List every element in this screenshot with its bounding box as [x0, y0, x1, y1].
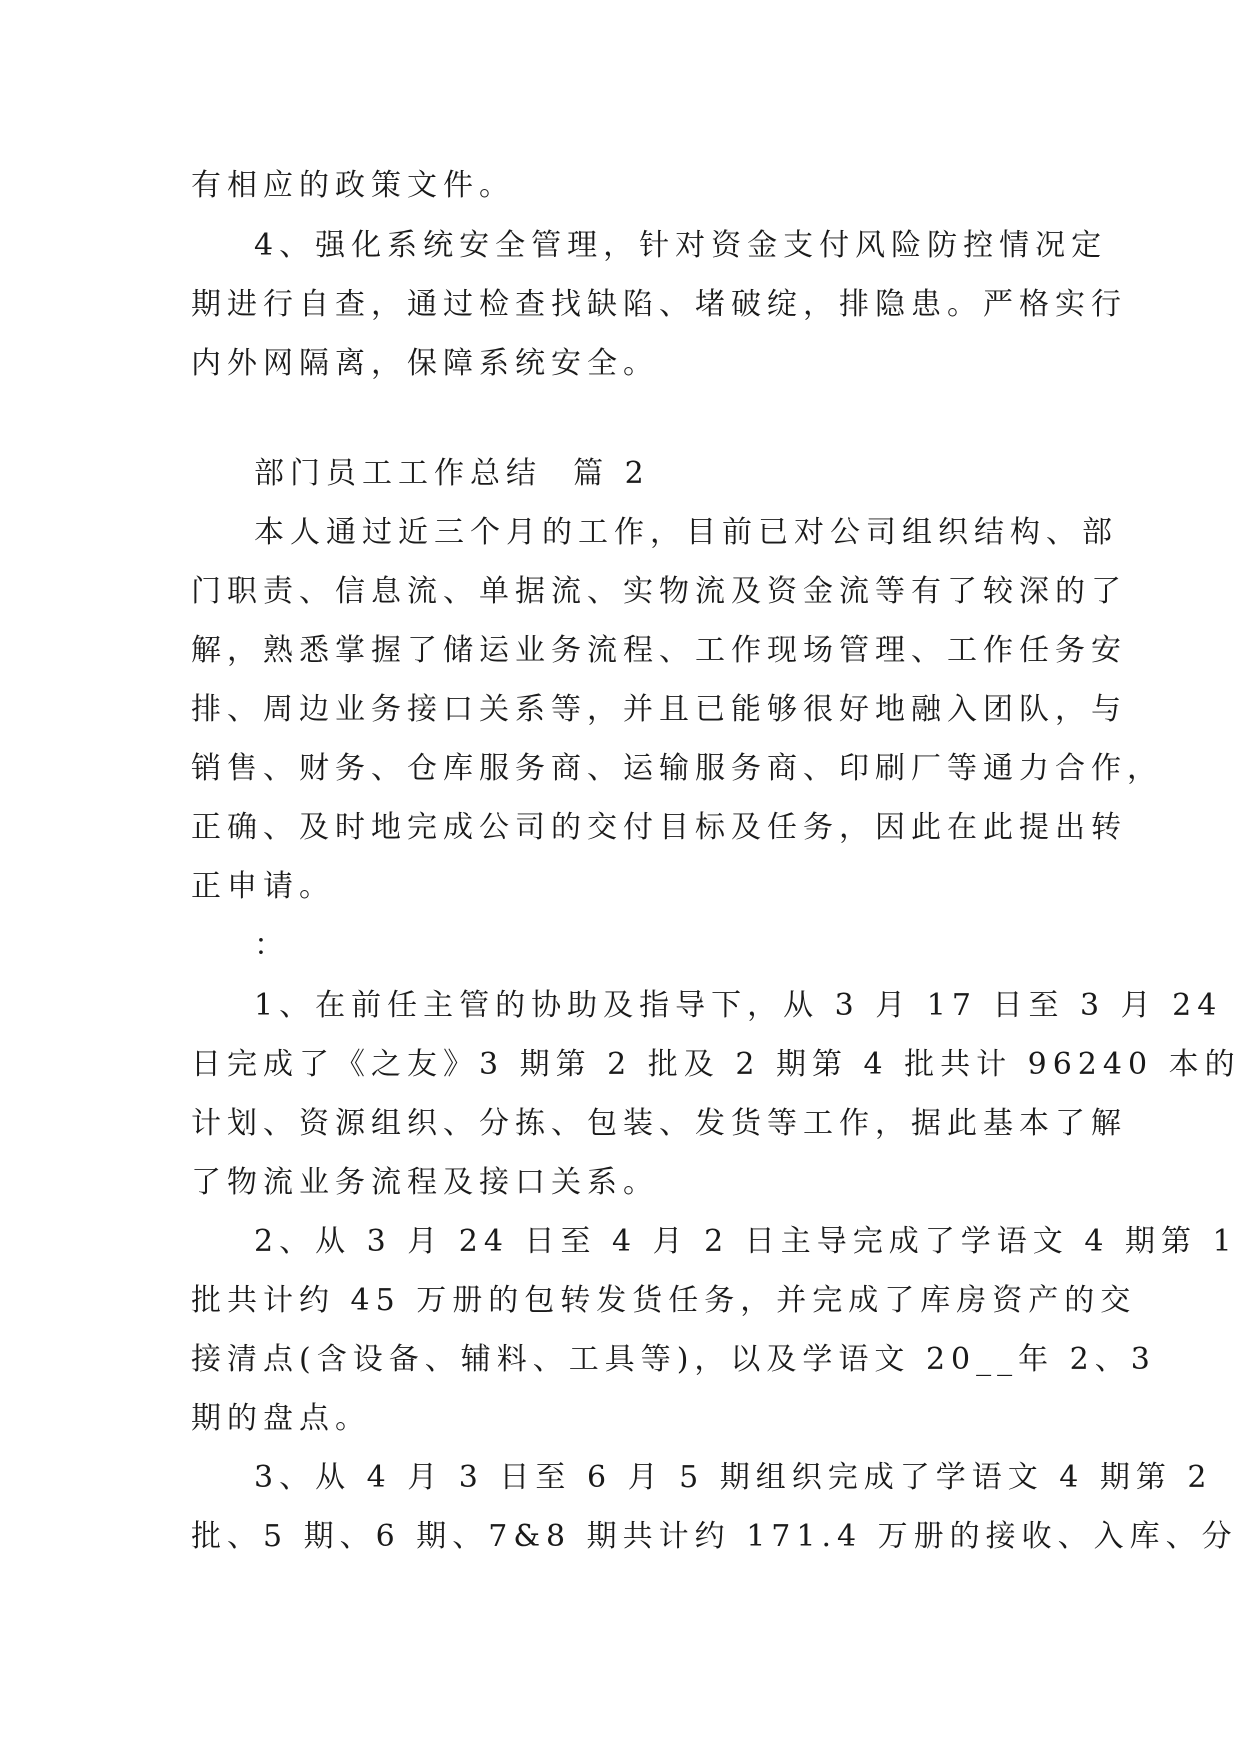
section-heading: 部门员工工作总结 篇 2: [254, 456, 650, 491]
paragraph-line: 批共计约 45 万册的包转发货任务，并完成了库房资产的交: [191, 1283, 1137, 1318]
paragraph-line: 期进行自查，通过检查找缺陷、堵破绽，排隐患。严格实行: [191, 287, 1127, 322]
paragraph-line: 日完成了《之友》3 期第 2 批及 2 期第 4 批共计 96240 本的: [191, 1047, 1241, 1082]
paragraph-line: 1、在前任主管的协助及指导下，从 3 月 17 日至 3 月 24: [254, 988, 1223, 1023]
paragraph-line: 批、5 期、6 期、7&8 期共计约 171.4 万册的接收、入库、分: [191, 1519, 1238, 1554]
paragraph-line: 解，熟悉掌握了储运业务流程、工作现场管理、工作任务安: [191, 633, 1127, 668]
paragraph-line: 有相应的政策文件。: [191, 168, 515, 203]
paragraph-line: 3、从 4 月 3 日至 6 月 5 期组织完成了学语文 4 期第 2: [254, 1460, 1213, 1495]
paragraph-line: 内外网隔离，保障系统安全。: [191, 346, 659, 381]
paragraph-line: 2、从 3 月 24 日至 4 月 2 日主导完成了学语文 4 期第 1: [254, 1224, 1238, 1259]
paragraph-line: ：: [254, 928, 290, 963]
paragraph-line: 接清点(含设备、辅料、工具等)，以及学语文 20__年 2、3: [191, 1342, 1156, 1377]
paragraph-line: 了物流业务流程及接口关系。: [191, 1165, 659, 1200]
paragraph-line: 正申请。: [191, 869, 335, 904]
paragraph-line: 计划、资源组织、分拣、包装、发货等工作，据此基本了解: [191, 1106, 1127, 1141]
paragraph-line: 门职责、信息流、单据流、实物流及资金流等有了较深的了: [191, 574, 1127, 609]
paragraph-line: 正确、及时地完成公司的交付目标及任务，因此在此提出转: [191, 810, 1127, 845]
paragraph-line: 4、强化系统安全管理，针对资金支付风险防控情况定: [254, 228, 1108, 263]
paragraph-line: 排、周边业务接口关系等，并且已能够很好地融入团队，与: [191, 692, 1127, 727]
paragraph-line: 期的盘点。: [191, 1401, 371, 1436]
paragraph-line: 销售、财务、仓库服务商、运输服务商、印刷厂等通力合作，: [191, 751, 1163, 786]
paragraph-line: 本人通过近三个月的工作，目前已对公司组织结构、部: [254, 515, 1118, 550]
